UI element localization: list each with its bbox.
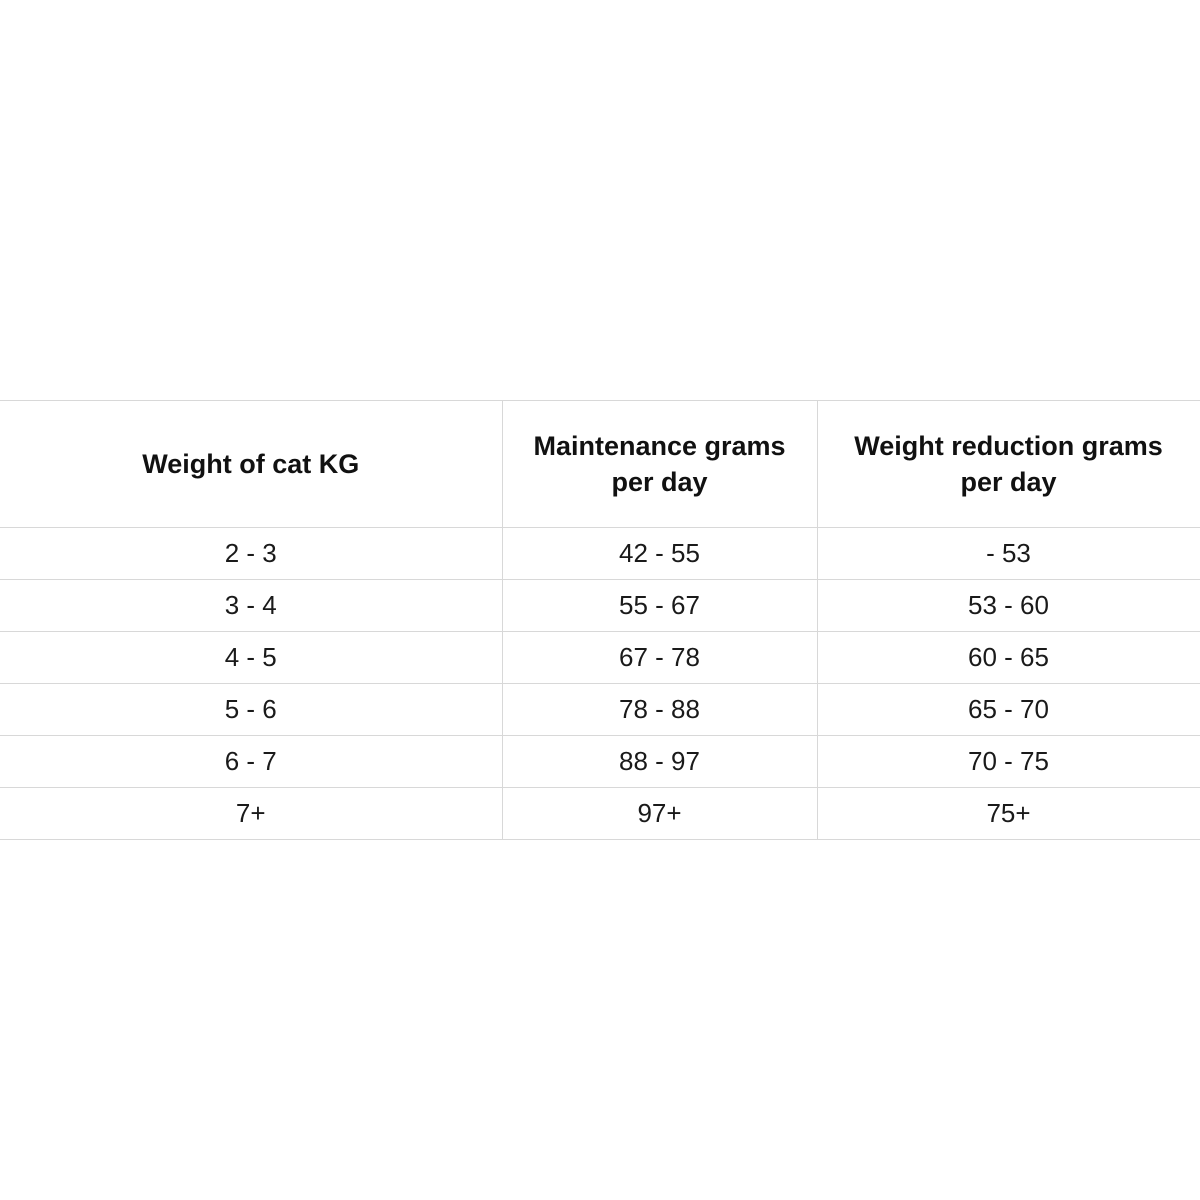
cell-maintenance: 88 - 97 [502,736,817,788]
table-row [0,528,1200,580]
column-header-weight-reduction [817,401,1200,528]
column-header-weight-reduction-label: Weight reduction grams per day [854,430,1163,497]
column-header-weight-of-cat [0,401,502,528]
cell-weight: 7+ [0,788,502,840]
cell-maintenance: 67 - 78 [502,632,817,684]
table-row [0,684,1200,736]
cell-weight-reduction: - 53 [817,528,1200,580]
cell-weight: 5 - 6 [0,684,502,736]
cell-weight-reduction: 60 - 65 [817,632,1200,684]
table-header [0,401,1200,528]
table-row [0,736,1200,788]
column-header-weight-of-cat-label: Weight of cat KG [142,448,360,479]
cell-maintenance: 78 - 88 [502,684,817,736]
cell-maintenance: 42 - 55 [502,528,817,580]
feeding-guide-table [0,400,1200,840]
table-row [0,788,1200,840]
table-body [0,528,1200,840]
table-row [0,632,1200,684]
table-row [0,580,1200,632]
table-header-row [0,401,1200,528]
cell-weight-reduction: 70 - 75 [817,736,1200,788]
cell-weight-reduction: 75+ [817,788,1200,840]
cell-weight-reduction: 53 - 60 [817,580,1200,632]
cell-weight: 4 - 5 [0,632,502,684]
cell-weight: 3 - 4 [0,580,502,632]
cell-weight-reduction: 65 - 70 [817,684,1200,736]
column-header-maintenance-label: Maintenance grams per day [533,430,786,497]
column-header-maintenance [502,401,817,528]
cell-maintenance: 97+ [502,788,817,840]
cell-weight: 6 - 7 [0,736,502,788]
feeding-guide-table-container [0,400,1200,840]
cell-maintenance: 55 - 67 [502,580,817,632]
cell-weight: 2 - 3 [0,528,502,580]
